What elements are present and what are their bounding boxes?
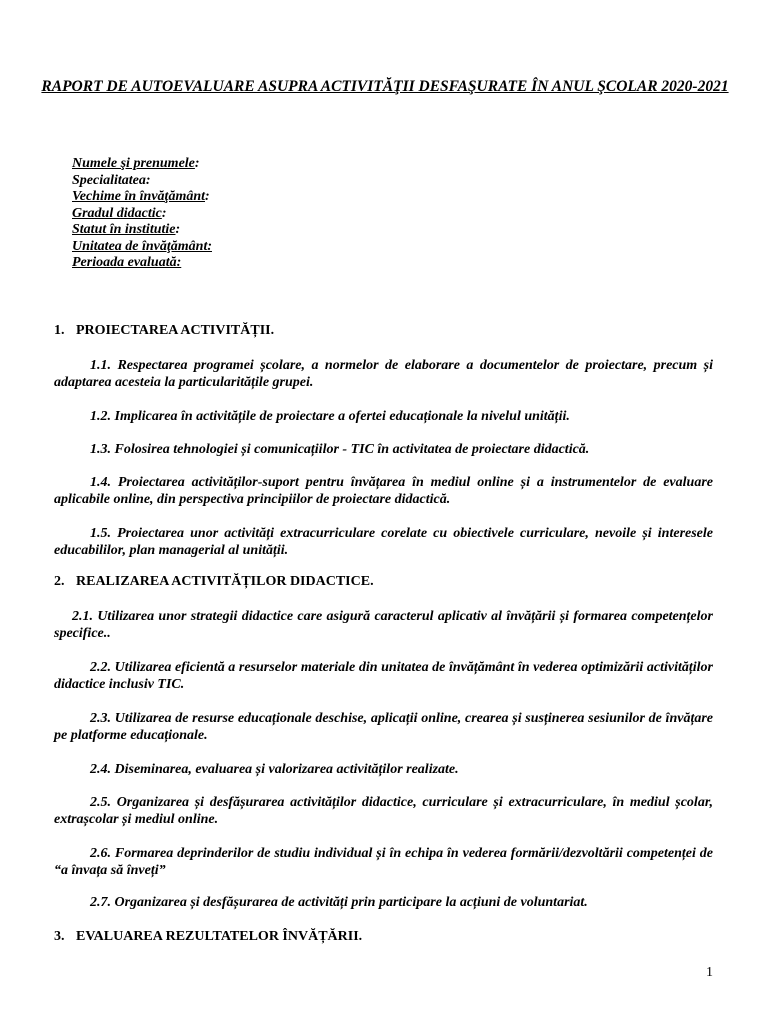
section-heading-1: 1. PROIECTAREA ACTIVITĂȚII. — [54, 323, 275, 338]
field-name: Numele şi prenumele: — [72, 156, 200, 171]
item-2-4: 2.4. Diseminarea, evaluarea și valorizarea activităților realizate. — [90, 762, 459, 777]
item-1-3: 1.3. Folosirea tehnologiei și comunicațiilor - TIC în activitatea de proiectare didactică. — [90, 442, 590, 457]
section-heading-2: 2. REALIZAREA ACTIVITĂȚILOR DIDACTICE. — [54, 574, 374, 589]
field-evaluated-period: Perioada evaluată: — [72, 255, 182, 270]
field-teaching-degree: Gradul didactic: — [72, 205, 167, 221]
item-2-2: 2.2. Utilizarea eficientă a resurselor materiale din unitatea de învățământ în vederea optimizării activităților didactice inclusiv TIC. — [54, 660, 713, 692]
field-school-unit: Unitatea de învăţământ: — [72, 238, 212, 254]
item-2-6: 2.6. Formarea deprinderilor de studiu individual și în echipa în vederea formării/dezvoltării competenței de “a învața să înveți” — [54, 846, 713, 878]
item-1-4: 1.4. Proiectarea activităților-suport pentru învățarea în mediul online și a instrumentelor de evaluare aplicabile online, din perspectiva principiilor de proiectare didactică. — [54, 475, 713, 507]
item-2-1: 2.1. Utilizarea unor strategii didactice care asigură caracterul aplicativ al învățării și formarea competențelor specifice.. — [54, 609, 713, 641]
item-1-2: 1.2. Implicarea în activitățile de proiectare a ofertei educaționale la nivelul unității. — [90, 409, 570, 424]
field-seniority: Vechime în învăţământ: — [72, 189, 210, 204]
item-1-1: 1.1. Respectarea programei școlare, a normelor de elaborare a documentelor de proiectare, precum și adaptarea acesteia la particularitățile grupei. — [54, 358, 713, 390]
identification-fields — [72, 156, 212, 272]
field-status: Statut în institutie: — [72, 222, 181, 237]
field-specialty: Specialitatea: — [72, 172, 151, 188]
item-2-3: 2.3. Utilizarea de resurse educaționale deschise, aplicații online, crearea și susținerea sesiunilor de învățare pe platforme educaționale. — [54, 711, 713, 743]
item-1-5: 1.5. Proiectarea unor activități extracurriculare corelate cu obiectivele curriculare, nevoile și interesele educabililor, plan managerial al unității. — [54, 526, 713, 558]
report-title: RAPORT DE AUTOEVALUARE ASUPRA ACTIVITĂŢII DESFAŞURATE ÎN ANUL ŞCOLAR 2020-2021 — [41, 78, 729, 95]
page-number: 1 — [706, 965, 713, 980]
item-2-5: 2.5. Organizarea și desfășurarea activităților didactice, curriculare și extracurriculare, în mediul școlar, extrașcolar și mediul online. — [54, 795, 713, 827]
item-2-7: 2.7. Organizarea și desfășurarea de activități prin participare la acțiuni de voluntariat. — [90, 895, 588, 910]
section-heading-3: 3. EVALUAREA REZULTATELOR ÎNVĂȚĂRII. — [54, 929, 363, 944]
